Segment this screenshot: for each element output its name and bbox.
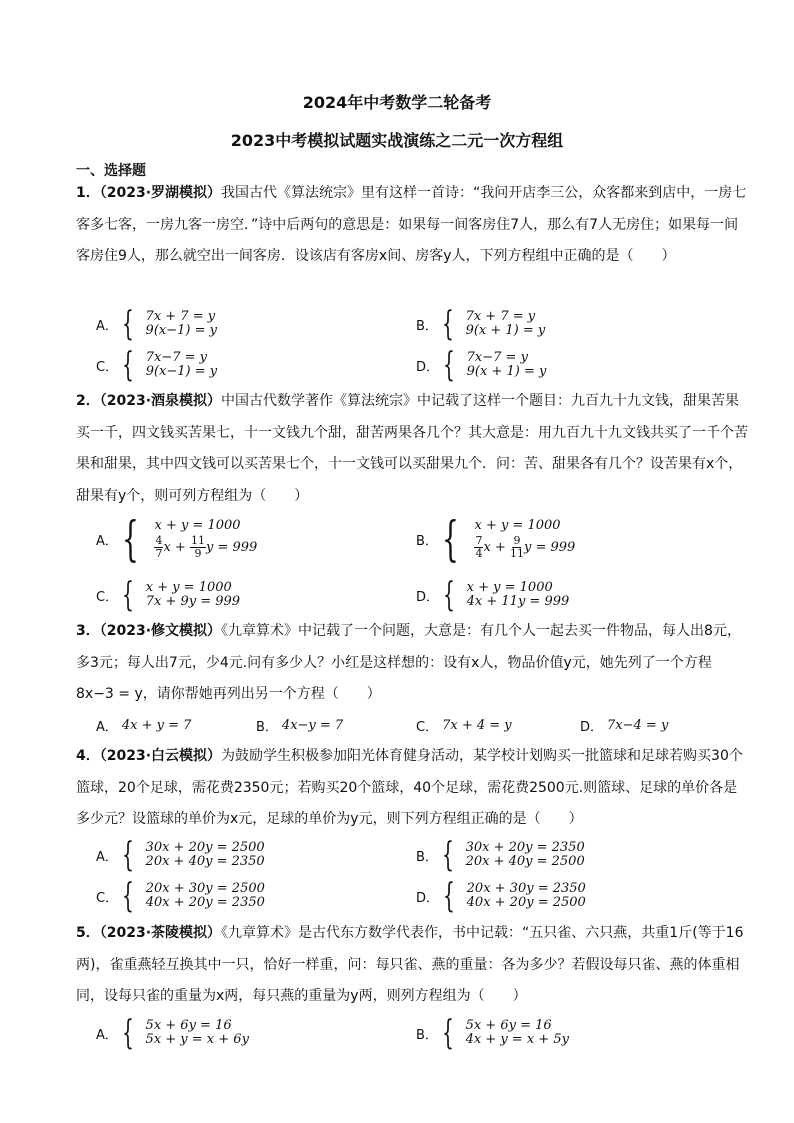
equation: x + y = 1000 — [154, 517, 241, 533]
option-3b[interactable] — [256, 716, 343, 735]
document-subtitle: 2023中考模拟试题实战演练之二元一次方程组 — [230, 131, 564, 150]
question-2 — [76, 386, 748, 512]
equation: 4x + y = 7 — [121, 718, 192, 733]
option-label: D． — [580, 720, 604, 735]
equation: 20x + 30y = 2500 — [145, 881, 265, 896]
option-1b[interactable]: B． { 7x + 7 = y 9(x + 1) = y — [416, 304, 546, 344]
question-source: （2023·酒泉模拟） — [99, 393, 222, 409]
fraction-numerator: 11 — [190, 533, 205, 547]
option-4a[interactable]: A． { 30x + 20y = 2500 20x + 40y = 2350 — [96, 835, 265, 875]
equation: 9(x−1) = y — [145, 364, 218, 379]
equation: 20x + 40y = 2350 — [145, 854, 265, 869]
question-source: （2023·白云模拟） — [99, 748, 222, 764]
equation: 5x + y = x + 6y — [145, 1032, 249, 1047]
question-number: 1． — [76, 185, 100, 201]
question-text: 我国古代《算法统宗》里有这样一首诗：“我问开店李三公，众客都来到店中，一房七客多七客，一房九客一房空．”诗中后两句的意思是：如果每一间客房住7人，那么有7人无房住；如果每一间客房住9人，那么就空出一间客房．设该店有客房x间、房客y人，下列方程组中正确的是（ ） — [76, 185, 747, 265]
question-text: 《九章算术》是古代东方数学代表作，书中记载：“五只雀、六只燕，共重1斤(等于16两)，雀重燕轻互换其中一只，恰好一样重，问：每只雀、燕的重量：各为多少？若假设每只雀、燕的体重相同，设每只雀的重量为x两，每只燕的重量为y两，则列方程组为（ ） — [76, 925, 744, 1005]
option-label: D． — [416, 890, 440, 906]
fraction-denominator: 9 — [194, 546, 202, 560]
equation: 7x + 7 = y — [465, 309, 536, 324]
equation: 4x + 11y = 999 — [466, 594, 570, 609]
question-3 — [76, 616, 748, 711]
equation: 5x + 6y = 16 — [145, 1018, 232, 1033]
question-number: 3． — [76, 623, 100, 639]
option-label: A． — [96, 1027, 118, 1043]
equation: 4x + y = x + 5y — [465, 1032, 569, 1047]
option-5a[interactable]: A． { 5x + 6y = 16 5x + y = x + 6y — [96, 1013, 249, 1053]
option-1a[interactable]: A． { 7x + 7 = y 9(x−1) = y — [96, 304, 217, 344]
equation: 7x−4 = y — [607, 718, 669, 733]
fraction-numerator: 7 — [475, 533, 483, 547]
option-label: C． — [96, 359, 119, 375]
question-source: （2023·罗湖模拟） — [99, 185, 222, 201]
question-source: （2023·修文模拟） — [99, 623, 222, 639]
equation-tail: = 999 — [217, 539, 258, 555]
question-number: 4． — [76, 748, 100, 764]
equation: x + y = 1000 — [145, 580, 232, 595]
option-2a[interactable]: A． { x + y = 1000 $\frac{4}{7}$ x + $\frac{11}{9}$ y = 999 — [96, 511, 258, 567]
equation: 9(x−1) = y — [145, 323, 217, 338]
option-label: D． — [416, 589, 440, 605]
option-4d[interactable]: D． { 20x + 30y = 2350 40x + 20y = 2500 — [416, 876, 586, 916]
option-label: B． — [416, 533, 438, 549]
option-label: A． — [96, 849, 118, 865]
option-1d[interactable]: D． { 7x−7 = y 9(x + 1) = y — [416, 345, 547, 385]
question-1 — [76, 178, 748, 273]
equation: 30x + 20y = 2350 — [465, 840, 585, 855]
question-text: 为鼓励学生积极参加阳光体育健身活动，某学校计划购买一批篮球和足球若购买30个篮球，20个足球，需花费2350元；若购买20个篮球，40个足球，需花费2500元.则篮球、足球的单价各是多少元？设篮球的单价为x元，足球的单价为y元，则下列方程组正确的是（ ） — [76, 748, 743, 828]
option-2b[interactable]: B． { x + y = 1000 $\frac{7}{4}$ x + $\frac{9}{11}$ y = 999 — [416, 511, 576, 567]
equation-tail: = 999 — [535, 539, 576, 555]
equation: x + y = 1000 — [474, 517, 561, 533]
equation: 7x + 9y = 999 — [145, 594, 241, 609]
equation: 9(x + 1) = y — [465, 323, 546, 338]
equation: 7x + 4 = y — [442, 718, 512, 733]
document-title: 2024年中考数学二轮备考 — [302, 93, 492, 112]
option-3c[interactable] — [416, 716, 512, 735]
equation: x + y = 1000 — [466, 580, 553, 595]
option-2d[interactable]: D． { x + y = 1000 4x + 11y = 999 — [416, 575, 570, 615]
option-4c[interactable]: C． { 20x + 30y = 2500 40x + 20y = 2350 — [96, 876, 265, 916]
equation: 20x + 40y = 2500 — [465, 854, 585, 869]
option-label: A． — [96, 533, 118, 549]
fraction-numerator: 4 — [155, 533, 163, 547]
fraction-denominator: 7 — [155, 546, 163, 560]
option-4b[interactable]: B． { 30x + 20y = 2350 20x + 40y = 2500 — [416, 835, 585, 875]
option-label: A． — [96, 318, 118, 334]
option-3a[interactable] — [96, 716, 191, 735]
option-2c[interactable]: C． { x + y = 1000 7x + 9y = 999 — [96, 575, 241, 615]
question-number: 5． — [76, 925, 100, 941]
option-label: A． — [96, 720, 118, 735]
option-label: C． — [96, 890, 119, 906]
option-label: B． — [416, 1027, 438, 1043]
equation: 20x + 30y = 2350 — [466, 881, 586, 896]
question-5 — [76, 918, 748, 1013]
option-label: C． — [96, 589, 119, 605]
equation: 5x + 6y = 16 — [465, 1018, 552, 1033]
option-label: B． — [256, 720, 278, 735]
option-1c[interactable]: C． { 7x−7 = y 9(x−1) = y — [96, 345, 218, 385]
equation: 7x−7 = y — [145, 350, 207, 365]
equation: 40x + 20y = 2500 — [466, 895, 586, 910]
equation: 4x−y = 7 — [281, 718, 344, 733]
option-label: C． — [416, 720, 439, 735]
option-label: B． — [416, 318, 438, 334]
equation: 30x + 20y = 2500 — [145, 840, 265, 855]
option-label: B． — [416, 849, 438, 865]
option-5b[interactable]: B． { 5x + 6y = 16 4x + y = x + 5y — [416, 1013, 569, 1053]
option-label: D． — [416, 359, 440, 375]
question-text: 中国古代数学著作《算法统宗》中记载了这样一个题目：九百九十九文钱，甜果苦果买一千，四文钱买苦果七，十一文钱九个甜，甜苦两果各几个？其大意是：用九百九十九文钱共买了一千个苦果和甜果，其中四文钱可以买苦果七个，十一文钱可以买甜果九个．问：苦、甜果各有几个？设苦果有x个，甜果有y个，则可列方程组为（ ） — [76, 393, 748, 504]
question-number: 2． — [76, 393, 100, 409]
fraction-numerator: 9 — [513, 533, 521, 547]
equation: 7x−7 = y — [466, 350, 528, 365]
question-4 — [76, 741, 748, 836]
fraction-denominator: 4 — [475, 546, 483, 560]
section-heading: 一、选择题 — [76, 163, 146, 179]
equation: 9(x + 1) = y — [466, 364, 547, 379]
equation: 7x + 7 = y — [145, 309, 216, 324]
option-3d[interactable] — [580, 716, 668, 735]
fraction-denominator: 11 — [509, 546, 524, 560]
equation: 40x + 20y = 2350 — [145, 895, 265, 910]
question-source: （2023·茶陵模拟） — [99, 925, 222, 941]
question-text: 《九章算术》中记载了一个问题，大意是：有几个人一起去买一件物品，每人出8元，多3元；每人出7元，少4元.问有多少人？小红是这样想的：设有x人，物品价值y元，她先列了一个方程8x−3 = y，请你帮她再列出另一个方程（ ） — [76, 623, 741, 703]
